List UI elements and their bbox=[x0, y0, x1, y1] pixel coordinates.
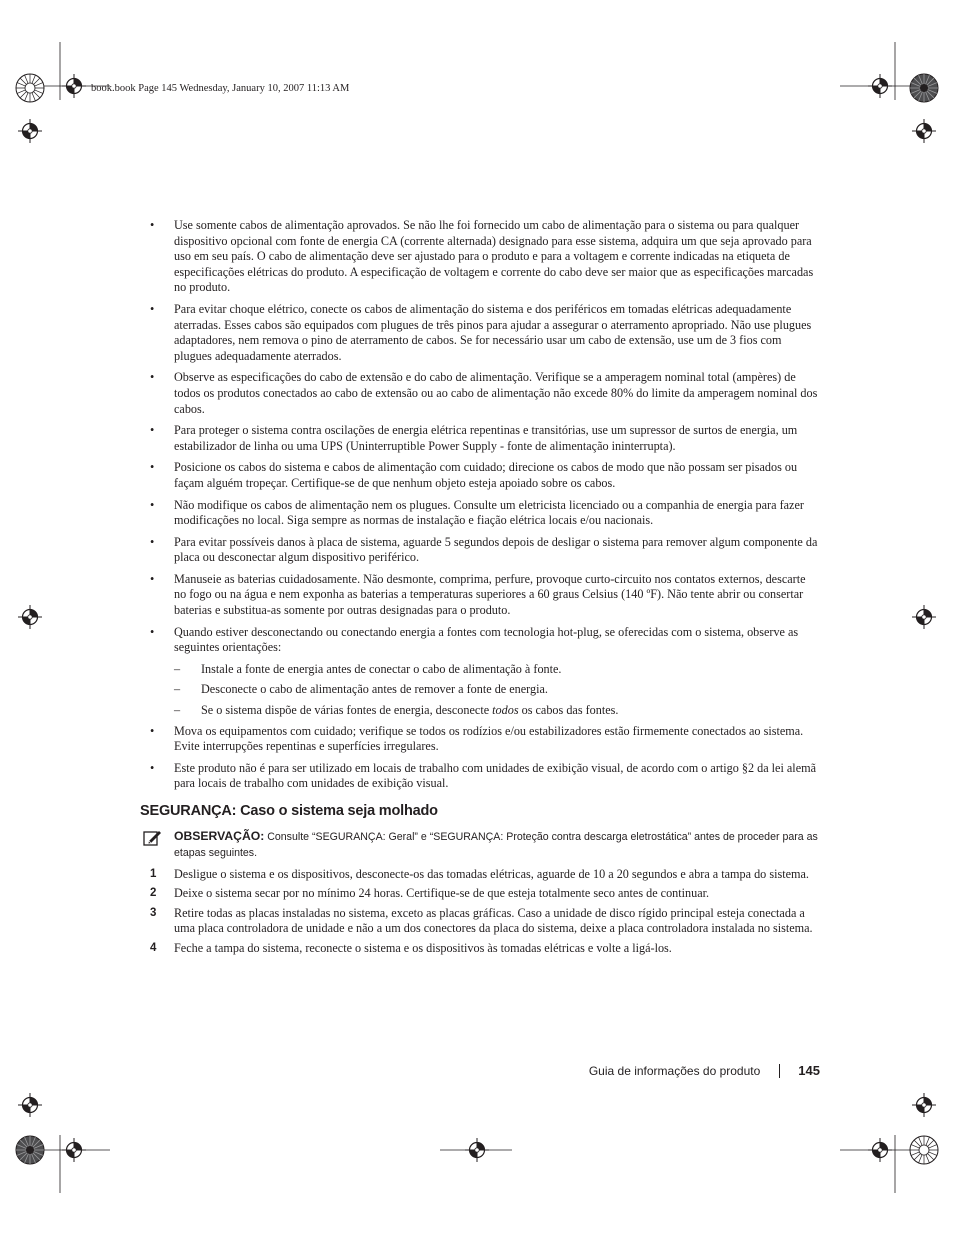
bullet-marker: • bbox=[150, 370, 155, 385]
bullet-text: Para proteger o sistema contra oscilações de energia elétrica repentinas e transitórias, use um supressor de surtos de energia, um estabilizador de linha ou uma UPS (Uninterruptible Power Supply - fonte de alimentação ininterrupta). bbox=[174, 423, 798, 453]
step-number: 2 bbox=[150, 887, 157, 900]
steps-list bbox=[148, 867, 818, 957]
sub-bullet bbox=[148, 703, 818, 719]
bullet-marker: • bbox=[150, 423, 155, 438]
bullet-marker: • bbox=[150, 723, 155, 738]
sub-bullet-text: Desconecte o cabo de alimentação antes de remover a fonte de energia. bbox=[201, 682, 548, 697]
page-number: 145 bbox=[798, 1063, 820, 1078]
bullet-marker: • bbox=[150, 218, 155, 232]
step-text: Deixe o sistema secar por no mínimo 24 horas. Certifique-se de que esteja totalmente seco antes de continuar. bbox=[174, 886, 710, 901]
bullet-marker: • bbox=[150, 624, 155, 639]
step-text: Retire todas as placas instaladas no sistema, exceto as placas gráficas. Caso a unidade de disco rígido principal esteja conectada a uma placa controladora de unidade e não a um dos conectores da placa do sistema, deixe a placa controladora instalada no sistema. bbox=[174, 905, 813, 936]
bullet-marker: • bbox=[150, 571, 155, 586]
step-item bbox=[148, 941, 818, 957]
bullet-text: Use somente cabos de alimentação aprovados. Se não lhe foi fornecido um cabo de alimentação para o sistema ou para qualquer dispositivo opcional com fonte de energia CA (corrente alternada) designado para esse sistema, adquira um que seja aprovado para uso em seu país. O cabo de alimentação deve ser ajustado para o produto e para a voltagem e corrente indicadas na etiqueta de especificações elétricas do produto. A especificação de voltagem e corrente do cabo deve ser maior que as especificações marcadas no produto. bbox=[174, 218, 814, 295]
bullet-item bbox=[148, 724, 818, 755]
safety-bullet-list-continued bbox=[148, 724, 818, 792]
emphasis-text: todos bbox=[492, 703, 519, 718]
note-text: Consulte “SEGURANÇA: Geral” e “SEGURANÇA: Proteção contra descarga eletrostática” antes de proceder para as etapas seguintes. bbox=[174, 830, 818, 859]
note-label: OBSERVAÇÃO: bbox=[174, 828, 265, 843]
bullet-marker: • bbox=[150, 497, 155, 512]
bullet-item bbox=[148, 572, 818, 619]
bullet-marker: • bbox=[150, 460, 155, 475]
sub-bullet-text: Instale a fonte de energia antes de conectar o cabo de alimentação à fonte. bbox=[201, 661, 562, 676]
step-number: 3 bbox=[150, 906, 157, 919]
step-item bbox=[148, 906, 818, 937]
sub-bullet-text: Se o sistema dispõe de várias fontes de energia, desconecte bbox=[201, 703, 493, 718]
bullet-text: Observe as especificações do cabo de extensão e do cabo de alimentação. Verifique se a amperagem nominal total (ampères) de todos os produtos conectados ao cabo de extensão ou ao cabo de alimentação não excede 80% do limite da amperagem nominal dos cabos. bbox=[174, 370, 818, 416]
sub-bullet-text: os cabos das fontes. bbox=[518, 703, 619, 718]
bullet-text: Quando estiver desconectando ou conectando energia a fontes com tecnologia hot-plug, se oferecidas com o sistema, observe as seguintes orientações: bbox=[174, 624, 799, 655]
page-footer bbox=[589, 1063, 820, 1078]
bullet-item bbox=[148, 302, 818, 364]
safety-bullet-list bbox=[148, 218, 818, 656]
page-content bbox=[140, 218, 818, 961]
bullet-marker: • bbox=[150, 760, 155, 775]
bullet-text: Posicione os cabos do sistema e cabos de alimentação com cuidado; direcione os cabos de modo que não possam ser pisados ou façam alguém tropeçar. Certifique-se de que nenhum objeto esteja apoiado sobre os cabos. bbox=[174, 460, 798, 490]
bullet-item bbox=[148, 423, 818, 454]
dash-marker: – bbox=[174, 703, 181, 718]
bullet-item bbox=[148, 218, 818, 296]
section-heading: SEGURANÇA: Caso o sistema seja molhado bbox=[140, 803, 438, 819]
guide-title: Guia de informações do produto bbox=[588, 1063, 761, 1078]
pencil-note-icon bbox=[143, 829, 163, 847]
step-item bbox=[148, 886, 818, 902]
bullet-marker: • bbox=[150, 534, 155, 549]
dash-marker: – bbox=[174, 682, 181, 697]
bullet-item bbox=[148, 761, 818, 792]
step-item bbox=[148, 867, 818, 883]
sub-bullet bbox=[148, 662, 818, 678]
step-number: 1 bbox=[150, 867, 157, 880]
step-number: 4 bbox=[150, 941, 157, 954]
bullet-item bbox=[148, 460, 818, 491]
step-text: Desligue o sistema e os dispositivos, desconecte-os das tomadas elétricas, aguarde de 10 a 20 segundos e abra a tampa do sistema. bbox=[174, 866, 809, 881]
dash-marker: – bbox=[174, 661, 181, 676]
bullet-item bbox=[148, 498, 818, 529]
bullet-text: Para evitar possíveis danos à placa de sistema, aguarde 5 segundos depois de desligar o sistema para remover algum componente da placa ou desconectar algum dispositivo periférico. bbox=[174, 534, 818, 565]
bullet-item bbox=[148, 625, 818, 656]
bullet-text: Este produto não é para ser utilizado em locais de trabalho com unidades de exibição visual, de acordo com o artigo §2 da lei alemã para locais de trabalho com unidades de exibição visual. bbox=[174, 760, 816, 791]
bullet-text: Para evitar choque elétrico, conecte os cabos de alimentação do sistema e dos periféricos em tomadas elétricas adequadamente aterradas. Esses cabos são equipados com plugues de três pinos para ajudar a assegurar o aterramento apropriado. Não use plugues adaptadores, nem remova o pino de aterramento de cabos. Se for necessário usar um cabo de extensão, use um de 3 fios com plugues adequadamente aterrados. bbox=[174, 301, 812, 363]
bullet-text: Manuseie as baterias cuidadosamente. Não desmonte, comprima, perfure, provoque curto-circuito nos contatos externos, descarte no fogo ou na água e nem exponha as baterias a temperaturas superiores a 60 graus Celsius (140 ºF). Não tente abrir ou consertar baterias e substitua-as somente por outras designadas para o produto. bbox=[174, 571, 806, 618]
footer-divider bbox=[779, 1064, 780, 1078]
bullet-text: Não modifique os cabos de alimentação nem os plugues. Consulte um eletricista licenciado ou a companhia de energia para fazer modificações no local. Siga sempre as normas de instalação e fiação elétrica locais e/ou nacionais. bbox=[174, 497, 804, 528]
sub-bullet bbox=[148, 682, 818, 698]
bullet-text: Mova os equipamentos com cuidado; verifique se todos os rodízios e/ou estabilizadores estão firmemente conectados ao sistema. Evite interrupções repentinas e superfícies irregulares. bbox=[174, 723, 804, 754]
bullet-marker: • bbox=[150, 301, 155, 316]
step-text: Feche a tampa do sistema, reconecte o sistema e os dispositivos às tomadas elétricas e volte a ligá-los. bbox=[174, 940, 672, 955]
print-slug: book.book Page 145 Wednesday, January 10, 2007 11:13 AM bbox=[91, 83, 350, 94]
note-block bbox=[148, 828, 818, 861]
bullet-item bbox=[148, 370, 818, 417]
bullet-item bbox=[148, 535, 818, 566]
